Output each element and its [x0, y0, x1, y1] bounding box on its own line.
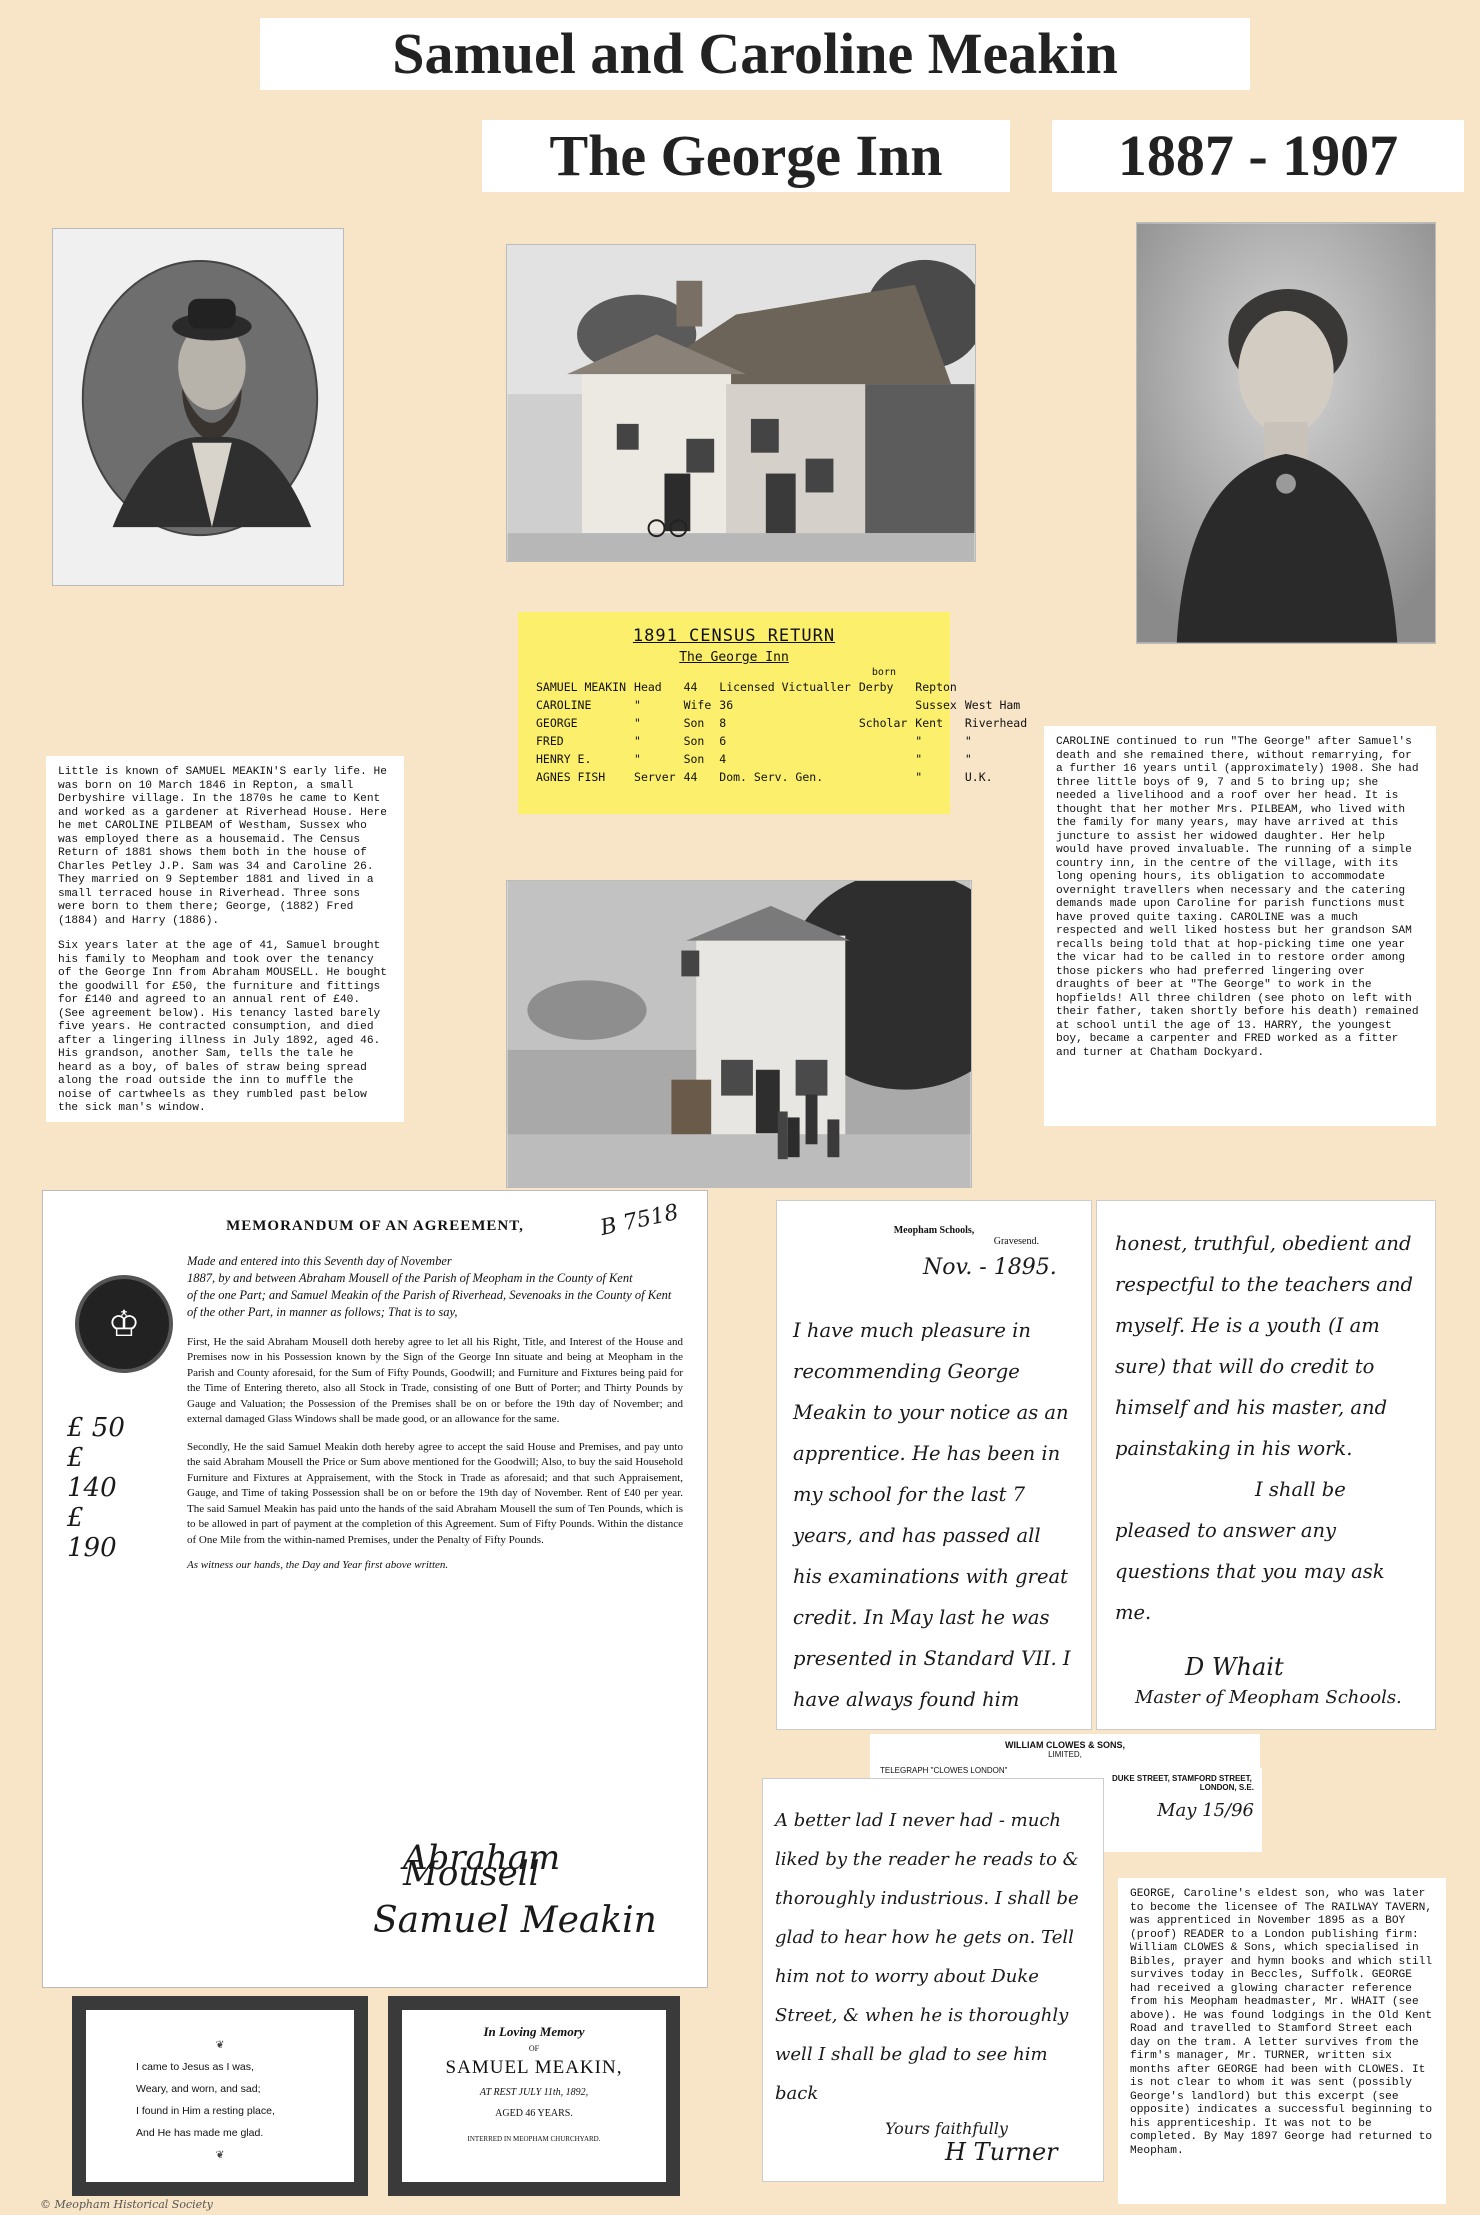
caroline-portrait-image: [1137, 223, 1435, 643]
turner-closing: Yours faithfully: [885, 2119, 1008, 2138]
census-cell: CAROLINE: [536, 698, 592, 712]
census-cell: ": [634, 734, 641, 748]
census-cell: Server: [634, 770, 676, 784]
memo-seal: [75, 1275, 173, 1373]
census-row: [536, 696, 1035, 714]
memo-heading: MEMORANDUM OF AN AGREEMENT,: [226, 1218, 524, 1234]
census-cell: 36: [719, 698, 734, 712]
census-cell: ": [964, 752, 972, 766]
memo-witness: As witness our hands, the Day and Year first above written.: [187, 1559, 449, 1571]
census-cell: Riverhead: [964, 716, 1028, 730]
seal-crown-icon: ♔: [107, 1304, 141, 1344]
census-cell: U.K.: [964, 770, 993, 784]
census-cell: Kent: [915, 716, 943, 730]
census-table: [536, 678, 1035, 786]
card-verse-line-3: I found in Him a resting place,: [136, 2105, 275, 2117]
memo-amount-2: £ 140: [67, 1443, 117, 1503]
memo-line-3: of the one Part; and Samuel Meakin of the Parish of Riverhead, Sevenoaks in the County of Kent: [187, 1287, 672, 1302]
memo-signature-mousell: Abraham Mousell: [403, 1838, 561, 1894]
memorandum-agreement: [42, 1190, 708, 1988]
memo-line-2: 1887, by and between Abraham Mousell of the Parish of Meopham in the County of Kent: [187, 1270, 633, 1285]
card-verse-line-2: Weary, and worn, and sad;: [136, 2083, 261, 2095]
census-cell: Derby: [858, 680, 894, 694]
census-cell: AGNES FISH: [536, 770, 606, 784]
photo-caroline: [1136, 222, 1436, 644]
memorial-card-verse: [72, 1996, 368, 2196]
whait-body-3: I shall be pleased to answer any questions that you may ask me.: [1115, 1478, 1385, 1624]
text-caroline-life: [1044, 726, 1436, 1126]
whait-body-2: honest, truthful, obedient and respectful to the teachers and myself. He is a youth (I am sure) that will do credit to himself and his master, and painstaking in his work.: [1115, 1232, 1413, 1460]
census-cell: Wife: [683, 698, 712, 712]
census-cell: 44: [683, 770, 698, 784]
photo-street: [506, 880, 972, 1188]
census-row: [536, 768, 1035, 786]
census-cell: GEORGE: [536, 716, 578, 730]
photo-inn: [506, 244, 976, 562]
census-subtitle: The George Inn: [679, 650, 789, 665]
memo-amounts: [67, 1413, 137, 1563]
census-cell: SAMUEL MEAKIN: [536, 680, 627, 694]
turner-address-2: LONDON, S.E.: [1199, 1783, 1254, 1792]
census-cell: ": [634, 716, 641, 730]
whait-letter-page-2: [1096, 1200, 1436, 1730]
census-row: [536, 750, 1035, 768]
census-cell: 8: [719, 716, 727, 730]
whait-date: Nov. - 1895.: [923, 1255, 1057, 1280]
census-cell: 44: [683, 680, 698, 694]
census-cell: ": [915, 770, 923, 784]
turner-letter: [762, 1778, 1104, 2182]
turner-firm: WILLIAM CLOWES & SONS,: [1005, 1740, 1125, 1750]
card-heading: In Loving Memory: [483, 2024, 585, 2039]
george-inn-image: [507, 245, 975, 561]
card-verse-line-4: And He has made me glad.: [136, 2127, 264, 2139]
census-row: [536, 678, 1035, 696]
turner-address-1: DUKE STREET, STAMFORD STREET,: [1112, 1774, 1252, 1783]
card-of: OF: [528, 2044, 540, 2053]
census-cell: West Ham: [964, 698, 1021, 712]
census-cell: ": [634, 698, 641, 712]
turner-date: May 15/96: [1157, 1800, 1254, 1821]
turner-telegraph: TELEGRAPH "CLOWES LONDON": [870, 1760, 1100, 1784]
whait-town: Gravesend.: [993, 1236, 1039, 1247]
card-ornament-bottom-icon: ❦: [215, 2149, 225, 2161]
memo-second-clause: Secondly, He the said Samuel Meakin doth hereby agree to accept the said House and Premises, and pay unto the said Abraham Mousell the Price or Sum above mentioned for the Goodwill; Also, to buy the said Household Furniture and Fixtures at Appraisement, with the Stock in Trade as aforesaid; and that such Appraisement, Gauge, and Time of taking Possession shall be on or before the 19th day of November. Rent of £40 per year. The said Samuel Meakin has paid unto the hands of the said Abraham Mousell the sum of Ten Pounds, which is to be allowed in part of payment at the completion of this Agreement. Sum of Fifty Pounds. Within the distance of One Mile from the within-named Premises, under the Penalty of Fifty Pounds.: [187, 1440, 683, 1546]
text-george-apprenticeship: [1118, 1878, 1446, 2204]
memo-first-clause: First, He the said Abraham Mousell doth hereby agree to let all his Right, Title, and Interest of the House and Premises now in his Possession known by the Sign of the George Inn situate and being at Meopham in the Parish and County aforesaid, for the Sum of Fifty Pounds, Goodwill; and Furniture and Fixtures being paid for the Time of Entering thereto, also all Stock in Trade, consisting of one Butt of Porter; and Thirty Pounds by Gauge and Valuation; the Possession of the Premises shall be on or before the 19th day of November; and external damaged Glass Windows shall be made good, or an allowance for the same.: [187, 1335, 683, 1425]
card-age: AGED 46 YEARS.: [495, 2108, 573, 2119]
photo-samuel: [52, 228, 344, 586]
text-caroline-p1: CAROLINE continued to run "The George" after Samuel's death and she remained there, without remarrying, for a further 16 years until (approximately) 1908. She had three little boys of 9, 7 and 5 to bring up; she needed a livelihood and a roof over her head. It is thought that her mother Mrs. PILBEAM, who lived with the family for many years, may have arrived at this juncture to assist her widowed daughter. Her help would have proved invaluable. The running of a simple country inn, in the centre of the village, with its long opening hours, its obligation to accommodate overnight travellers when necessary and the catering demands made upon Caroline for parish functions must have proved quite taxing. CAROLINE was a much respected and well liked hostess but her grandson SAM recalls being told that at hop-picking time one year the vicar had to be called in to restore order among those pickers who had preferred lingering over draughts of beer at "The George" to work in the hopfields! All three children (see photo on left with their father, taken shortly before his death) remained at school until the age of 13. HARRY, the youngest boy, became a carpenter and FRED worked as a fitter and turner at Chatham Dockyard.: [1056, 736, 1419, 1059]
census-cell: 4: [719, 752, 727, 766]
census-cell: HENRY E.: [536, 752, 592, 766]
card-interred: INTERRED IN MEOPHAM CHURCHYARD.: [467, 2135, 601, 2143]
census-row: [536, 714, 1035, 732]
census-cell: [859, 732, 915, 750]
census-cell: ": [964, 734, 972, 748]
card-name: SAMUEL MEAKIN,: [445, 2057, 623, 2078]
census-cell: Son: [683, 716, 705, 730]
census-cell: [859, 696, 915, 714]
census-cell: Dom. Serv. Gen.: [719, 770, 824, 784]
census-cell: Head: [634, 680, 662, 694]
memo-stamp-number: B 7518: [598, 1200, 681, 1241]
census-card: [518, 612, 1028, 814]
census-cell: FRED: [536, 734, 564, 748]
memo-line-1: Made and entered into this Seventh day of November: [187, 1253, 452, 1268]
turner-signature: H Turner: [945, 2138, 1058, 2166]
card-ornament-top-icon: ❦: [215, 2039, 225, 2051]
census-cell: Repton: [915, 680, 957, 694]
census-cell: ": [634, 752, 641, 766]
census-born-header: born: [871, 667, 896, 678]
whait-school: Meopham Schools,: [893, 1225, 975, 1236]
census-cell: Son: [683, 752, 705, 766]
memo-signature-meakin: Samuel Meakin: [373, 1900, 657, 1941]
whait-signature: D Whait: [1185, 1653, 1284, 1681]
text-samuel-p2: Six years later at the age of 41, Samuel brought his family to Meopham and took over the tenancy of the George Inn from Abraham MOUSELL. He bought the goodwill for £50, the furniture and fittings for £140 and agreed to an annual rent of £40. (See agreement below). His tenancy lasted barely five years. He contracted consumption, and died after a lingering illness in July 1892, aged 46. His grandson, another Sam, tells the tale he heard as a boy, of bales of straw being spread along the road outside the inn to muffle the noise of cartwheels as they rumbled past below the sick man's window.: [58, 940, 387, 1114]
text-samuel-p1: Little is known of SAMUEL MEAKIN'S early life. He was born on 10 March 1846 in Repton, a small Derbyshire village. In the 1870s he came to Kent and worked as a gardener at Riverhead House. Here he met CAROLINE PILBEAM of Westham, Sussex who was employed there as a housemaid. The Census Return of 1881 shows them both in the house of Charles Petley J.P. Sam was 34 and Caroline 26. They married on 9 September 1881 and lived in a small terraced house in Riverhead. Three sons were born to them there; George, (1882) Fred (1884) and Harry (1886).: [58, 766, 387, 927]
census-cell: Licensed Victualler: [719, 680, 851, 694]
memorial-card-name: [388, 1996, 680, 2196]
census-cell: ": [915, 734, 923, 748]
page-title: Samuel and Caroline Meakin: [260, 18, 1250, 90]
census-cell: ": [915, 752, 923, 766]
census-title: 1891 CENSUS RETURN: [632, 626, 836, 646]
card-verse-line-1: I came to Jesus as I was,: [136, 2061, 254, 2073]
turner-limited: LIMITED,: [1048, 1750, 1082, 1759]
copyright-note: © Meopham Historical Society: [40, 2198, 213, 2211]
samuel-portrait-image: [53, 229, 343, 585]
census-cell: Son: [683, 734, 705, 748]
census-cell: [859, 750, 915, 768]
page-dates: 1887 - 1907: [1052, 120, 1464, 192]
whait-letter-page-1: [776, 1200, 1092, 1730]
census-cell: 6: [719, 734, 727, 748]
turner-address-box: [1104, 1768, 1262, 1852]
turner-body: A better lad I never had - much liked by the reader he reads to & thoroughly industrious. I shall be glad to hear how he gets on. Tell him not to worry about Duke Street, & when he is thoroughly well I shall be glad to see him back: [775, 1810, 1079, 2104]
page-subtitle: The George Inn: [482, 120, 1010, 192]
census-row: [536, 732, 1035, 750]
text-samuel-life: [46, 756, 404, 1122]
whait-body-1: I have much pleasure in recommending George Meakin to your notice as an apprentice. He has been in my school for the last 7 years, and has passed all his examinations with great credit. In May last he was presented in Standard VII. I have always found him: [793, 1319, 1071, 1711]
card-rest: AT REST JULY 11th, 1892,: [479, 2087, 589, 2098]
memo-amount-3: £ 190: [67, 1503, 117, 1563]
census-cell: Sussex: [915, 698, 957, 712]
whait-signature-title: Master of Meopham Schools.: [1135, 1687, 1402, 1708]
census-cell: Scholar: [858, 716, 908, 730]
memo-amount-1: £ 50: [67, 1413, 125, 1443]
text-george-p1: GEORGE, Caroline's eldest son, who was later to become the licensee of The RAILWAY TAVERN, was apprenticed in November 1895 as a BOY (proof) READER to a London publishing firm: William CLOWES & Sons, which specialised in Bibles, prayer and hymn books and which still survives today in Beccles, Suffolk. GEORGE had received a glowing character reference from his Meopham headmaster, Mr. WHAIT (see above). He was found lodgings in the Old Kent Road and travelled to Stamford Street each day on the tram. A letter survives from the firm's manager, Mr. TURNER, written six months after GEORGE had been with CLOWES. It is not clear to whom it was sent (possibly George's landlord) but this excerpt (see opposite) indicates a successful beginning to his apprenticeship. It was not to be completed. By May 1897 George had returned to Meopham.: [1130, 1888, 1433, 2157]
census-cell: [859, 768, 915, 786]
memo-line-4: of the other Part, in manner as follows; That is to say,: [187, 1304, 458, 1319]
street-scene-image: [507, 881, 971, 1187]
